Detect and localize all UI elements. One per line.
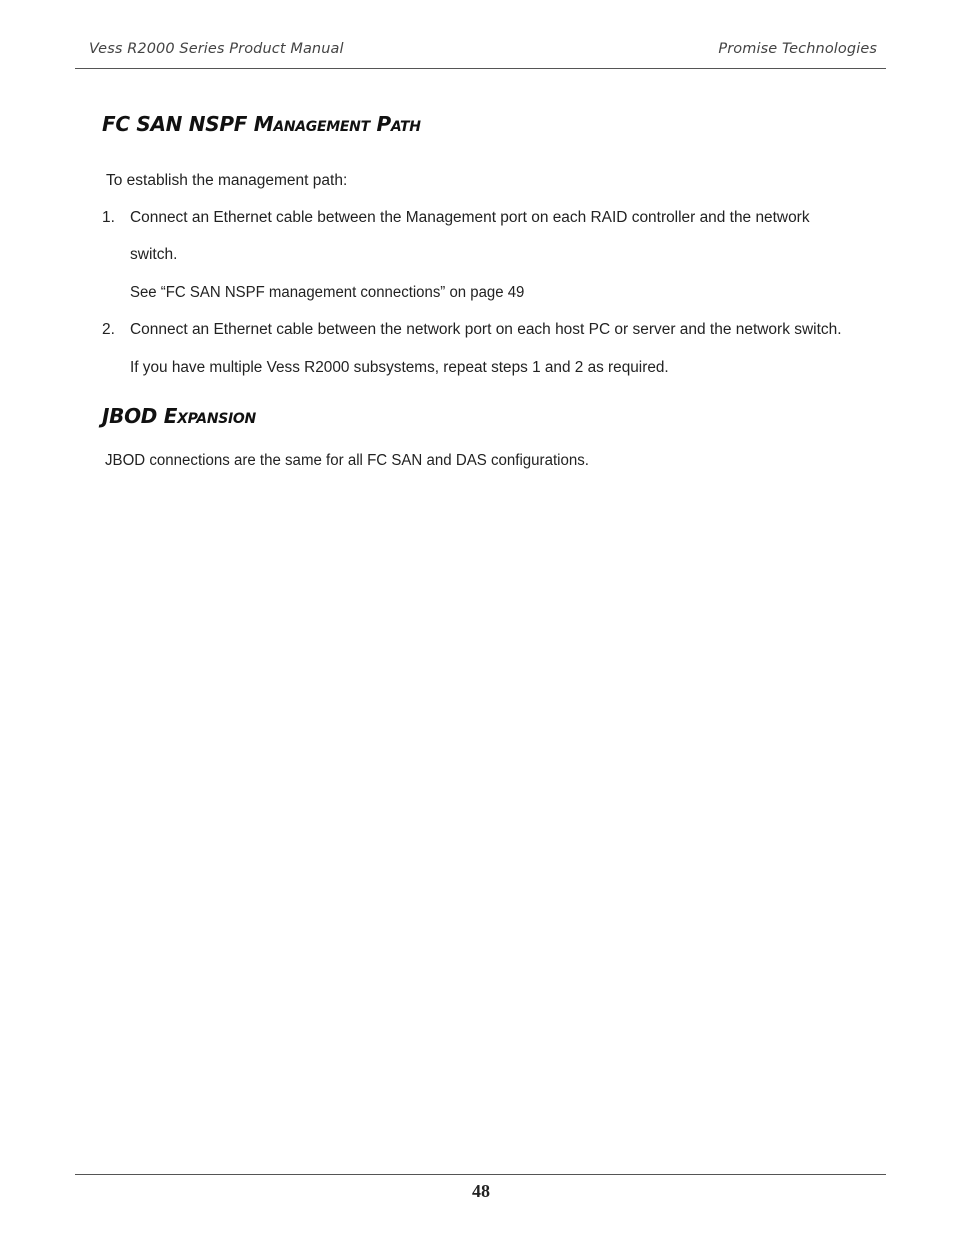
step-1-line-1: Connect an Ethernet cable between the Management port on each RAID controller and the network [130, 209, 810, 226]
section-heading-management-path: FC SAN NSPF Management Path [102, 112, 421, 136]
step-1-line-2: switch. [130, 246, 178, 263]
step-1-note: See “FC SAN NSPF management connections” on page 49 [130, 284, 525, 301]
page-header [75, 38, 886, 69]
jbod-text: JBOD connections are the same for all FC SAN and DAS configurations. [105, 452, 589, 469]
step-2-line-1: Connect an Ethernet cable between the network port on each host PC or server and the network switch. [130, 321, 842, 338]
company-name: Promise Technologies [718, 41, 877, 57]
manual-title: Vess R2000 Series Product Manual [89, 41, 344, 57]
page-footer-rule [75, 1174, 886, 1175]
section-heading-jbod-expansion: JBOD Expansion [102, 404, 256, 428]
step-2-note: If you have multiple Vess R2000 subsystems, repeat steps 1 and 2 as required. [130, 359, 669, 376]
intro-text: To establish the management path: [106, 172, 348, 189]
page-number: 48 [472, 1181, 490, 1201]
step-number-2: 2. [102, 321, 115, 338]
step-number-1: 1. [102, 209, 115, 226]
